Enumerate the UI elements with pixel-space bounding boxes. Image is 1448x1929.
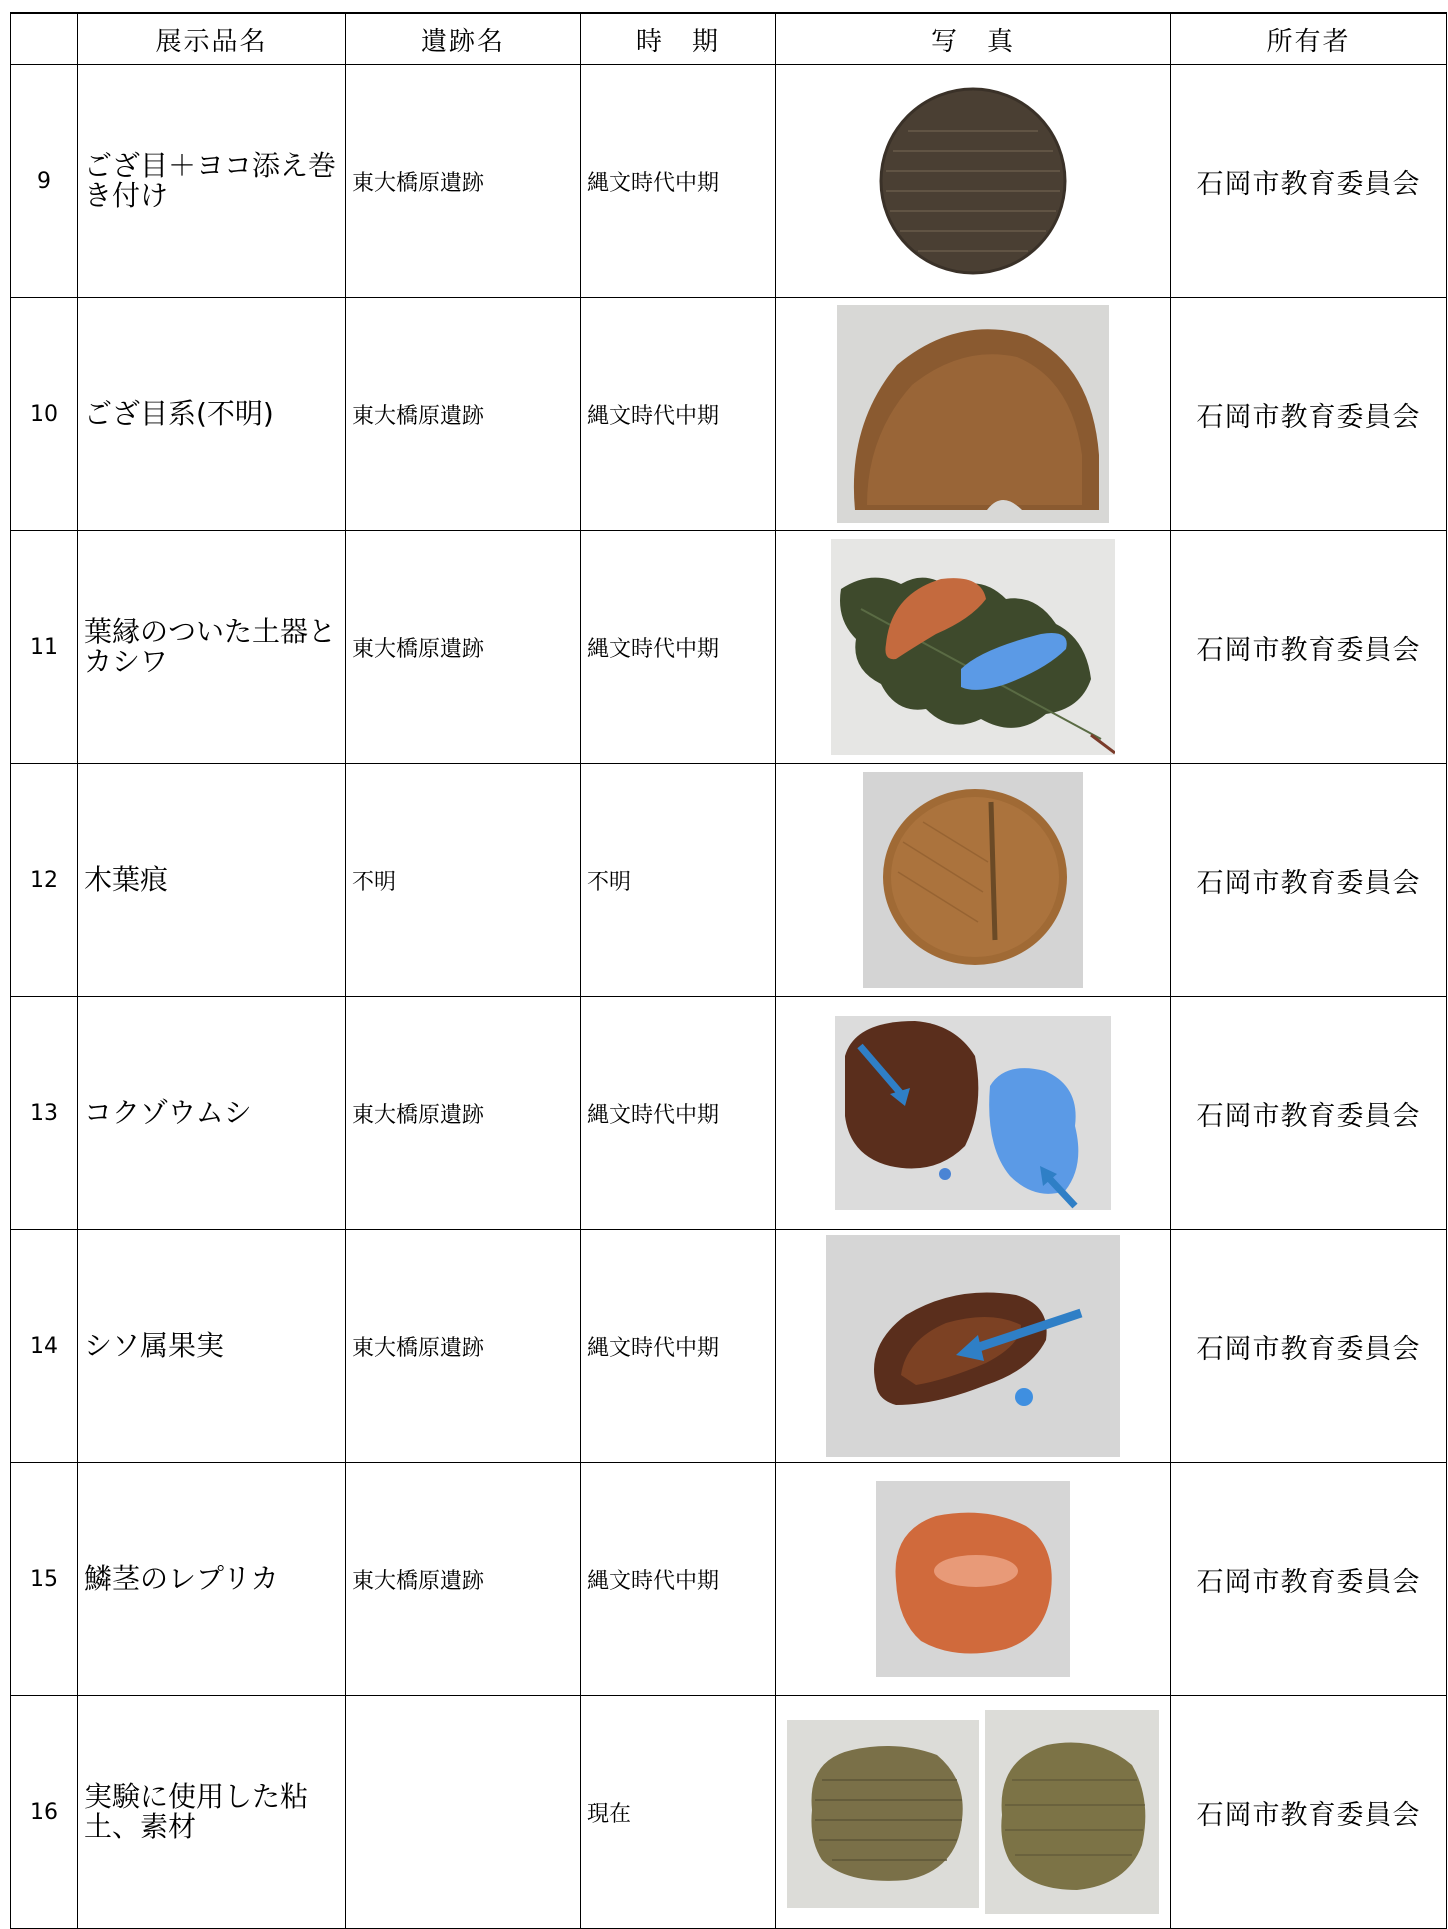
owner: 石岡市教育委員会 <box>1171 298 1447 531</box>
site-name: 東大橋原遺跡 <box>346 531 581 764</box>
table-row <box>11 764 1447 997</box>
perilla-seed-impression-with-arrow-photo <box>826 1235 1120 1457</box>
owner: 石岡市教育委員会 <box>1171 1696 1447 1929</box>
row-number: 9 <box>11 65 78 298</box>
table-row <box>11 531 1447 764</box>
photo-cell <box>776 531 1171 764</box>
site-name: 東大橋原遺跡 <box>346 1230 581 1463</box>
exhibit-name: コクゾウムシ <box>78 997 346 1230</box>
period: 不明 <box>581 764 776 997</box>
table-row <box>11 997 1447 1230</box>
period: 縄文時代中期 <box>581 531 776 764</box>
table-row <box>11 298 1447 531</box>
bulb-replica-photo <box>876 1481 1070 1677</box>
exhibit-name: 葉縁のついた土器とカシワ <box>78 531 346 764</box>
photo-cell <box>776 298 1171 531</box>
period: 縄文時代中期 <box>581 1463 776 1696</box>
header-row <box>11 13 1447 65</box>
owner: 石岡市教育委員会 <box>1171 1230 1447 1463</box>
exhibit-name: 鱗茎のレプリカ <box>78 1463 346 1696</box>
photo-cell <box>776 1696 1171 1929</box>
table-row <box>11 65 1447 298</box>
period: 縄文時代中期 <box>581 65 776 298</box>
period: 縄文時代中期 <box>581 997 776 1230</box>
owner: 石岡市教育委員会 <box>1171 1463 1447 1696</box>
exhibit-name: ござ目＋ヨコ添え巻き付け <box>78 65 346 298</box>
row-number: 12 <box>11 764 78 997</box>
site-name: 不明 <box>346 764 581 997</box>
header-exhibit-name: 展示品名 <box>78 13 346 65</box>
exhibit-table <box>10 12 1447 1929</box>
leaf-imprint-disc-photo <box>863 772 1083 988</box>
site-name: 東大橋原遺跡 <box>346 997 581 1230</box>
exhibit-name: ござ目系(不明) <box>78 298 346 531</box>
table-row <box>11 1230 1447 1463</box>
site-name <box>346 1696 581 1929</box>
semicircular-sherd-photo <box>837 305 1109 523</box>
photo-cell <box>776 764 1171 997</box>
header-site-name: 遺跡名 <box>346 13 581 65</box>
owner: 石岡市教育委員会 <box>1171 764 1447 997</box>
header-period: 時 期 <box>581 13 776 65</box>
header-no <box>11 13 78 65</box>
photo-cell <box>776 65 1171 298</box>
photo-cell <box>776 1463 1171 1696</box>
site-name: 東大橋原遺跡 <box>346 65 581 298</box>
exhibit-name: 木葉痕 <box>78 764 346 997</box>
owner: 石岡市教育委員会 <box>1171 997 1447 1230</box>
exhibit-name: 実験に使用した粘土、素材 <box>78 1696 346 1929</box>
owner: 石岡市教育委員会 <box>1171 531 1447 764</box>
row-number: 14 <box>11 1230 78 1463</box>
period: 現在 <box>581 1696 776 1929</box>
row-number: 16 <box>11 1696 78 1929</box>
header-photo: 写 真 <box>776 13 1171 65</box>
exhibit-name: シソ属果実 <box>78 1230 346 1463</box>
header-owner: 所有者 <box>1171 13 1447 65</box>
experimental-clay-discs-photo <box>787 1710 1159 1914</box>
row-number: 11 <box>11 531 78 764</box>
row-number: 13 <box>11 997 78 1230</box>
site-name: 東大橋原遺跡 <box>346 298 581 531</box>
table-row <box>11 1696 1447 1929</box>
weevil-impression-with-arrows-photo <box>835 1016 1111 1210</box>
owner: 石岡市教育委員会 <box>1171 65 1447 298</box>
circular-mat-impression-sherd-photo <box>868 76 1078 286</box>
period: 縄文時代中期 <box>581 1230 776 1463</box>
period: 縄文時代中期 <box>581 298 776 531</box>
row-number: 10 <box>11 298 78 531</box>
oak-leaf-with-replica-photo <box>831 539 1115 755</box>
row-number: 15 <box>11 1463 78 1696</box>
site-name: 東大橋原遺跡 <box>346 1463 581 1696</box>
photo-cell <box>776 1230 1171 1463</box>
table-row <box>11 1463 1447 1696</box>
photo-cell <box>776 997 1171 1230</box>
